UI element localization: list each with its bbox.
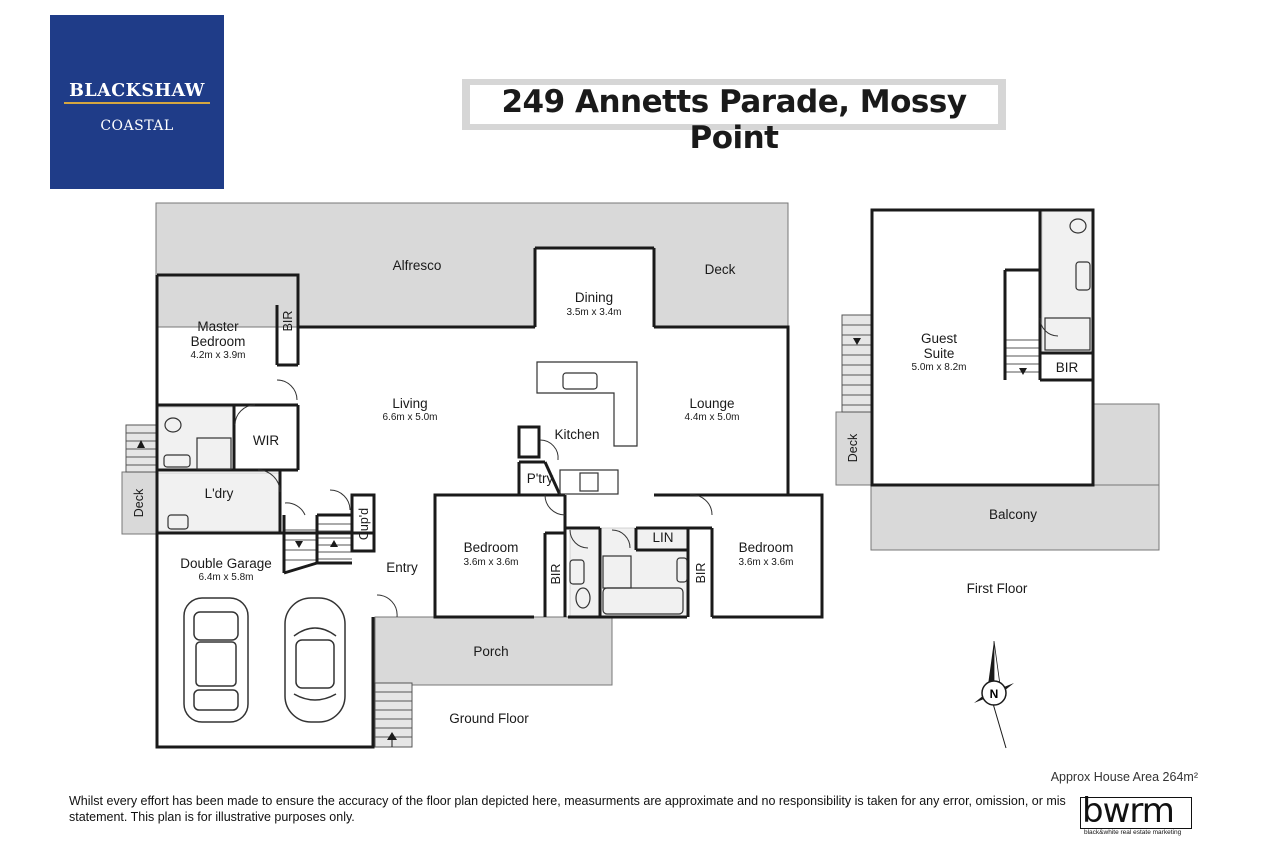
first-floor-label: First Floor (966, 581, 1028, 596)
laundry-tile (158, 473, 280, 531)
house-area: Approx House Area 264m² (1050, 770, 1198, 784)
bwrm-tagline: black&white real estate marketing (1084, 829, 1182, 836)
guest-label: Guest (920, 331, 958, 346)
compass-north-label: N (989, 687, 999, 701)
garage-dim: 6.4m x 5.8m (198, 572, 254, 583)
dining-dim: 3.5m x 3.4m (566, 307, 622, 318)
laundry-label: L'dry (204, 486, 234, 501)
master-label: Master (197, 319, 239, 334)
bedroom2-label: Bedroom (463, 540, 519, 555)
guest-dim: 5.0m x 8.2m (911, 362, 967, 373)
bedroom3-dim: 3.6m x 3.6m (738, 557, 794, 568)
porch-label: Porch (473, 644, 509, 659)
balcony-label: Balcony (988, 507, 1038, 522)
alfresco-area (156, 203, 788, 327)
logo-sub: COASTAL (100, 118, 174, 134)
disclaimer: Whilst every effort has been made to ensure the accuracy of the floor plan depicted here, measurments are approximate and no responsibility is taken for any error, omission, or mis statement. This plan is for illustrative purposes only. (69, 794, 1066, 824)
bwrm-logo (1080, 791, 1192, 837)
garage-cars (184, 598, 345, 722)
first-floor-deck-area (1093, 404, 1159, 485)
entry-label: Entry (386, 560, 418, 575)
kitchen-label: Kitchen (554, 427, 600, 442)
stairs-ff-deck (842, 315, 872, 412)
wir-label: WIR (252, 433, 280, 448)
logo-brand: BLACKSHAW (69, 81, 205, 101)
bir-guest-label: BIR (1055, 360, 1079, 375)
deck-left-label: Deck (132, 488, 146, 518)
deck-top-label: Deck (704, 262, 736, 277)
deck-ff-label: Deck (846, 433, 860, 463)
lounge-label: Lounge (689, 396, 735, 411)
linen-label: LIN (652, 530, 674, 545)
living-dim: 6.6m x 5.0m (382, 412, 438, 423)
bedroom2-dim: 3.6m x 3.6m (463, 557, 519, 568)
living-label: Living (392, 396, 428, 411)
page-title: 249 Annetts Parade, Mossy Point (501, 84, 967, 156)
bwrm-word: bwrm (1082, 791, 1174, 831)
car-right (285, 598, 345, 722)
alfresco-label: Alfresco (392, 258, 442, 273)
guest-label-2: Suite (923, 346, 955, 361)
bir-master-label: BIR (281, 310, 295, 332)
cupboard-label: Cup'd (357, 507, 371, 541)
master-label-2: Bedroom (190, 334, 246, 349)
bir3-label: BIR (694, 562, 708, 584)
car-left (184, 598, 248, 722)
guest-ensuite-tile (1042, 211, 1092, 353)
bedroom3-label: Bedroom (738, 540, 794, 555)
pantry-label: P'try (526, 471, 554, 486)
garage-label: Double Garage (180, 556, 272, 571)
bir2-label: BIR (549, 563, 563, 585)
ground-floor-label: Ground Floor (449, 711, 529, 726)
master-dim: 4.2m x 3.9m (190, 350, 246, 361)
lounge-dim: 4.4m x 5.0m (684, 412, 740, 423)
dining-label: Dining (574, 290, 614, 305)
